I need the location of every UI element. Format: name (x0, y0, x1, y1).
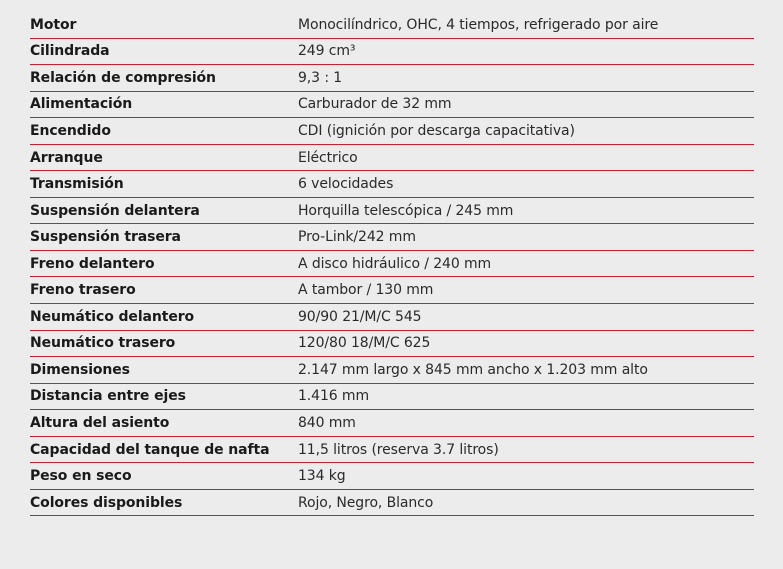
spec-row-altura-asiento (30, 410, 754, 437)
spec-value: 840 mm (298, 414, 356, 431)
spec-row-alimentacion (30, 92, 754, 119)
spec-value: 90/90 21/M/C 545 (298, 308, 422, 325)
spec-value: 6 velocidades (298, 176, 394, 193)
spec-label: Altura del asiento (30, 414, 170, 431)
spec-label: Dimensiones (30, 361, 130, 378)
spec-row-distancia-ejes (30, 384, 754, 411)
spec-value: 134 kg (298, 468, 346, 485)
spec-value: Carburador de 32 mm (298, 96, 452, 113)
spec-value: 2.147 mm largo x 845 mm ancho x 1.203 mm alto (298, 361, 648, 378)
spec-row-dimensiones (30, 357, 754, 384)
spec-value: Eléctrico (298, 149, 358, 166)
spec-value: 249 cm³ (298, 43, 356, 60)
spec-label: Peso en seco (30, 468, 132, 485)
spec-label: Capacidad del tanque de nafta (30, 441, 270, 458)
spec-label: Freno trasero (30, 282, 136, 299)
spec-label: Arranque (30, 149, 103, 166)
spec-row-tanque (30, 437, 754, 464)
spec-row-motor (30, 12, 754, 39)
spec-row-colores (30, 490, 754, 517)
spec-label: Suspensión delantera (30, 202, 200, 219)
spec-value: Monocilíndrico, OHC, 4 tiempos, refrigerado por aire (298, 16, 659, 33)
spec-value: 9,3 : 1 (298, 69, 343, 86)
spec-label: Freno delantero (30, 255, 155, 272)
spec-row-freno-delantero (30, 251, 754, 278)
spec-value: A disco hidráulico / 240 mm (298, 255, 492, 272)
spec-row-transmision (30, 171, 754, 198)
spec-row-neumatico-delantero (30, 304, 754, 331)
specs-table (30, 12, 754, 516)
spec-row-arranque (30, 145, 754, 172)
spec-row-peso (30, 463, 754, 490)
spec-value: 11,5 litros (reserva 3.7 litros) (298, 441, 499, 458)
spec-value: Rojo, Negro, Blanco (298, 494, 434, 511)
spec-label: Neumático trasero (30, 335, 176, 352)
spec-row-cilindrada (30, 39, 754, 66)
spec-value: CDI (ignición por descarga capacitativa) (298, 122, 575, 139)
spec-label: Suspensión trasera (30, 229, 181, 246)
spec-value: 1.416 mm (298, 388, 370, 405)
spec-value: A tambor / 130 mm (298, 282, 434, 299)
spec-value: Pro-Link/242 mm (298, 229, 416, 246)
spec-row-encendido (30, 118, 754, 145)
spec-row-freno-trasero (30, 277, 754, 304)
spec-value: Horquilla telescópica / 245 mm (298, 202, 514, 219)
spec-value: 120/80 18/M/C 625 (298, 335, 431, 352)
spec-label: Relación de compresión (30, 69, 216, 86)
spec-row-suspension-delantera (30, 198, 754, 225)
spec-label: Cilindrada (30, 43, 110, 60)
spec-label: Transmisión (30, 176, 124, 193)
spec-label: Neumático delantero (30, 308, 195, 325)
spec-row-suspension-trasera (30, 224, 754, 251)
spec-row-compresion (30, 65, 754, 92)
spec-label: Motor (30, 16, 77, 33)
spec-label: Colores disponibles (30, 494, 183, 511)
spec-row-neumatico-trasero (30, 331, 754, 358)
spec-label: Alimentación (30, 96, 133, 113)
spec-label: Distancia entre ejes (30, 388, 186, 405)
spec-label: Encendido (30, 122, 111, 139)
